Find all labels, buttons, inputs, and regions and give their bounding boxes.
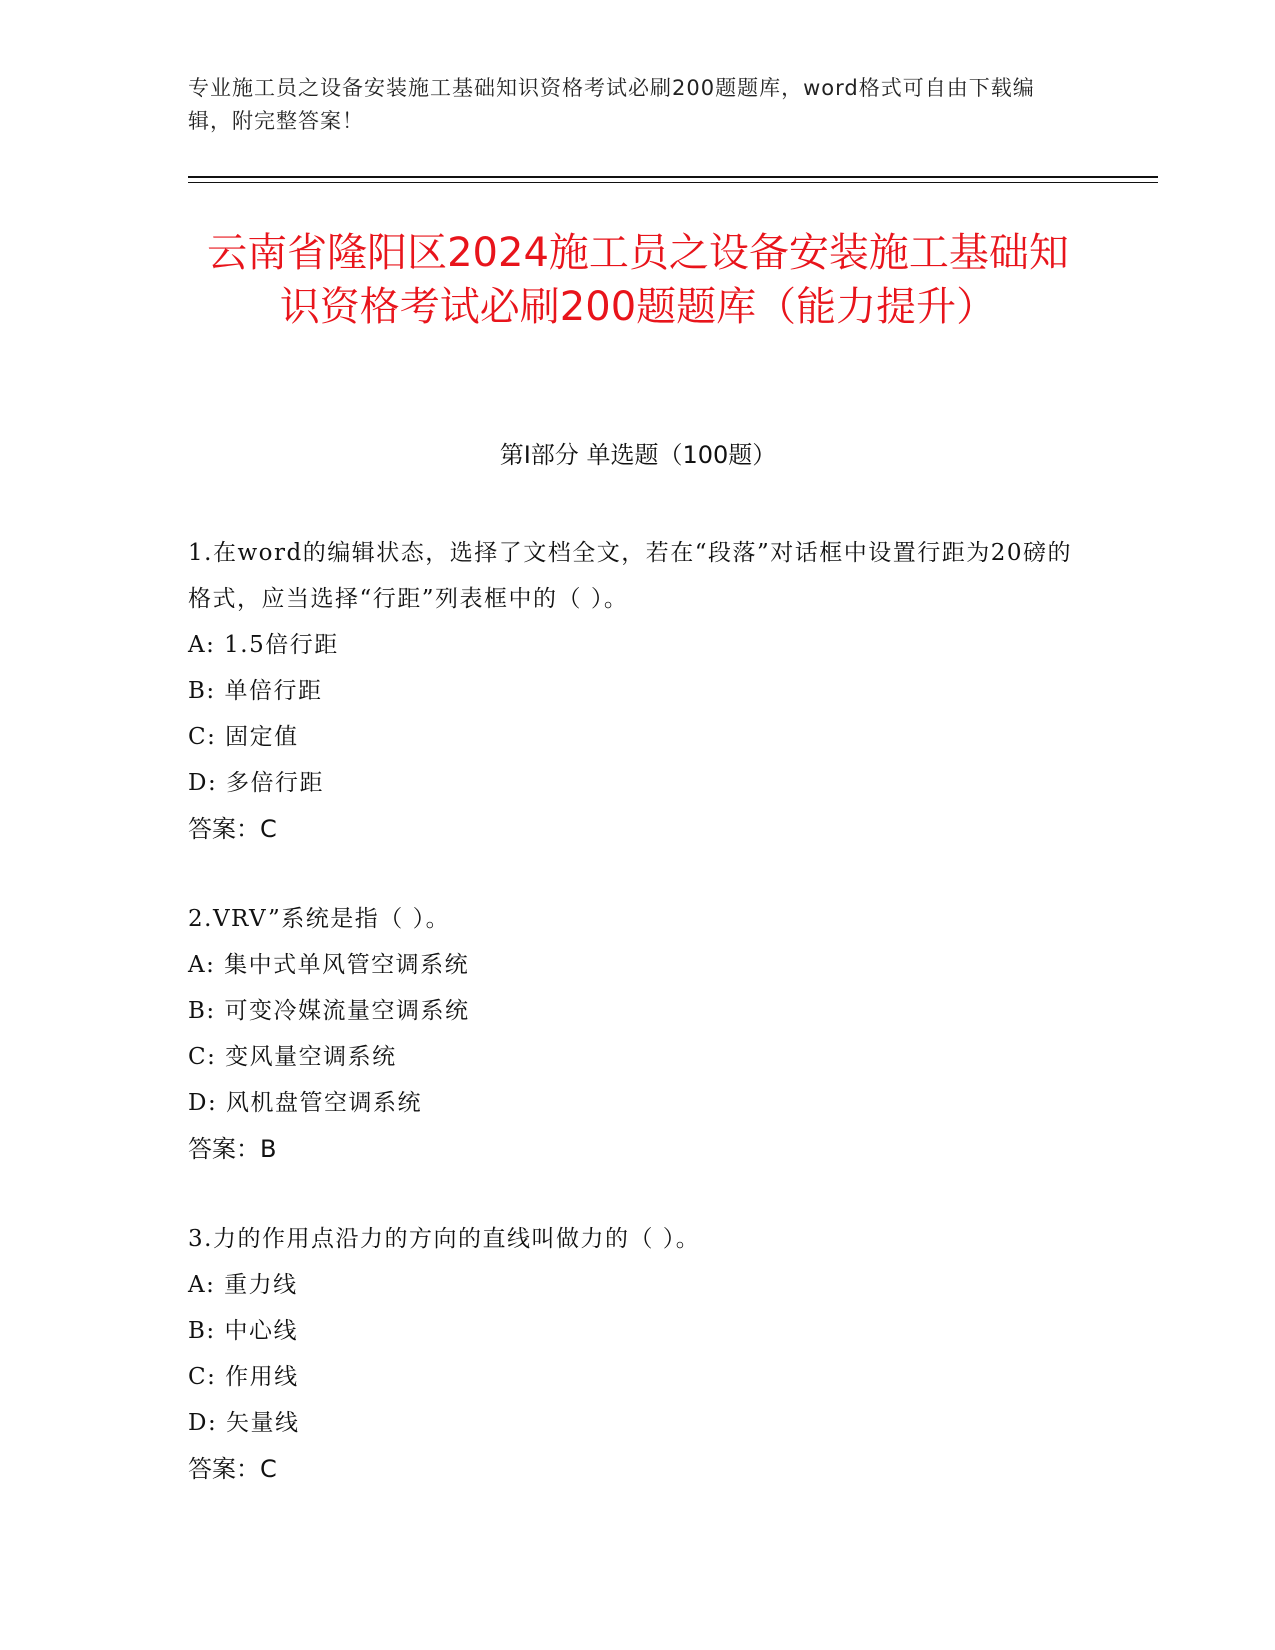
option-a: A: 重力线 bbox=[188, 1272, 298, 1298]
question-stem: 1.在word的编辑状态，选择了文档全文，若在“段落”对话框中设置行距为20磅的格式，应当选择“行距”列表框中的（ ）。 bbox=[188, 540, 1072, 612]
header-divider-thick bbox=[188, 176, 1158, 178]
option-a: A: 1.5倍行距 bbox=[188, 632, 339, 658]
answer: 答案：C bbox=[188, 815, 277, 843]
option-d: D: 风机盘管空调系统 bbox=[188, 1090, 423, 1116]
option-b: B: 单倍行距 bbox=[188, 678, 323, 704]
option-d: D: 矢量线 bbox=[188, 1410, 300, 1436]
document-title: 云南省隆阳区2024施工员之设备安装施工基础知识资格考试必刷200题题库（能力提升） bbox=[207, 230, 1069, 330]
question-stem: 2.VRV”系统是指（ ）。 bbox=[188, 906, 451, 932]
option-c: C: 固定值 bbox=[188, 724, 299, 750]
question-3 bbox=[188, 1216, 1088, 1492]
option-a: A: 集中式单风管空调系统 bbox=[188, 952, 470, 978]
header-divider-thin bbox=[188, 182, 1158, 183]
option-b: B: 可变冷媒流量空调系统 bbox=[188, 998, 470, 1024]
option-c: C: 变风量空调系统 bbox=[188, 1044, 397, 1070]
question-2 bbox=[188, 896, 1088, 1172]
answer: 答案：B bbox=[188, 1135, 277, 1163]
answer: 答案：C bbox=[188, 1455, 277, 1483]
question-1 bbox=[188, 530, 1088, 852]
option-d: D: 多倍行距 bbox=[188, 770, 325, 796]
question-list bbox=[188, 530, 1088, 1536]
question-stem: 3.力的作用点沿力的方向的直线叫做力的（ ）。 bbox=[188, 1226, 701, 1252]
section-heading: 第I部分 单选题（100题） bbox=[499, 441, 777, 469]
header-note: 专业施工员之设备安装施工基础知识资格考试必刷200题题库，word格式可自由下载编辑，附完整答案！ bbox=[188, 76, 1035, 133]
option-c: C: 作用线 bbox=[188, 1364, 299, 1390]
option-b: B: 中心线 bbox=[188, 1318, 298, 1344]
